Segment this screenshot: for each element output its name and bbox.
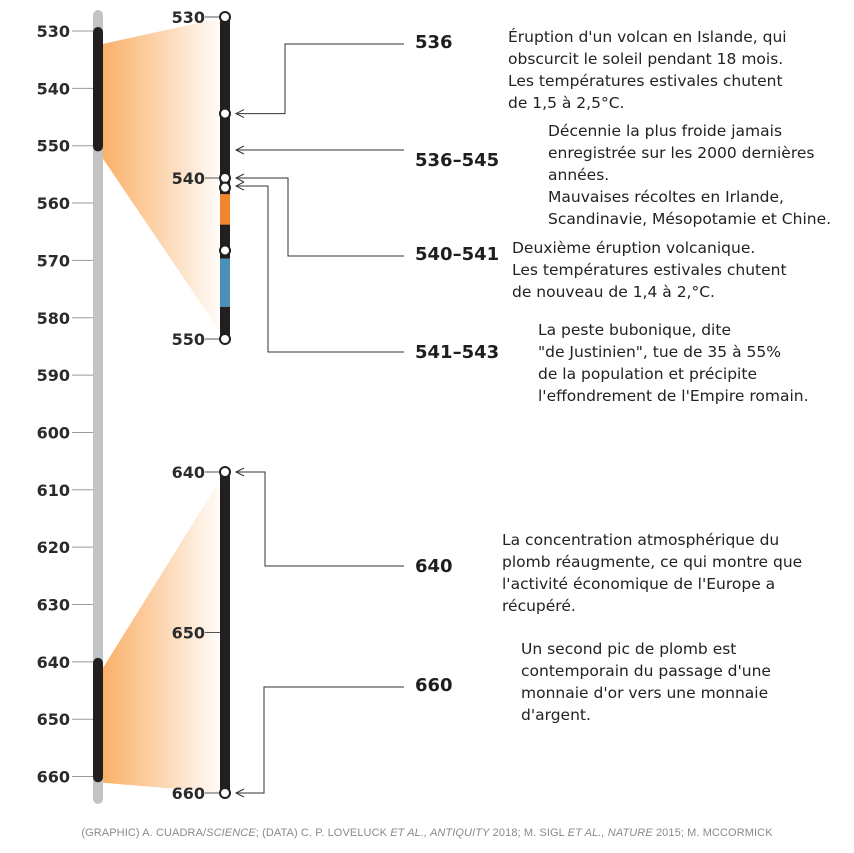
- detail-tick-label: 540: [171, 169, 205, 188]
- marker-circle: [220, 183, 230, 193]
- credit-part: 2015; M. MCCORMICK: [652, 827, 773, 839]
- marker-circle: [220, 245, 230, 255]
- credit-line: [0, 827, 854, 839]
- marker-circle: [220, 334, 230, 344]
- event-year-label: 540–541: [415, 244, 500, 265]
- event-description: Un second pic de plomb est contemporain du passage d'une monnaie d'or vers une monnaie d'argent.: [521, 640, 771, 724]
- overview-tick-label: 610: [36, 480, 70, 500]
- orange-segment: [220, 194, 230, 225]
- detail-segment: [220, 259, 230, 307]
- zoom-wedges: [98, 17, 225, 793]
- event-description: La peste bubonique, dite "de Justinien", tue de 35 à 55% de la population et précipite l'effondrement de l'Empire romain.: [538, 321, 809, 405]
- event-year-label: 536: [415, 32, 453, 53]
- overview-highlight: [93, 27, 103, 151]
- overview-axis: [37, 10, 103, 804]
- event-connectors: [236, 44, 404, 797]
- overview-tick-label: 580: [36, 308, 70, 328]
- marker-circle: [220, 12, 230, 22]
- credit-part: (GRAPHIC) A. CUADRA/: [81, 827, 207, 839]
- event-description: La concentration atmosphérique du plomb réaugmente, ce qui montre que l'activité économique de l'Europe a récupéré.: [502, 531, 803, 615]
- credit-part: ; (DATA) C. P. LOVELUCK: [255, 827, 391, 839]
- detail-tick-label: 550: [171, 330, 205, 349]
- marker-circle: [220, 788, 230, 798]
- overview-highlight: [93, 658, 103, 782]
- credit-part: ET AL., NATURE: [567, 827, 653, 839]
- event-year-label: 536–545: [415, 150, 500, 171]
- detail-tick-label: 640: [171, 463, 205, 482]
- credit-part: 2018; M. SIGL: [489, 827, 568, 839]
- overview-tick-label: 630: [36, 595, 70, 615]
- overview-tick-label: 550: [36, 136, 70, 156]
- overview-tick-label: 540: [36, 79, 70, 99]
- marker-circle: [220, 173, 230, 183]
- overview-tick-label: 600: [36, 423, 70, 443]
- event-year-label: 660: [415, 675, 453, 696]
- marker-circle: [220, 109, 230, 119]
- detail-segment: [220, 472, 230, 793]
- connector-line: [237, 186, 404, 352]
- connector-line: [237, 472, 404, 566]
- event-description: Deuxième éruption volcanique. Les températures estivales chutent de nouveau de 1,4 à 2,°C.: [512, 239, 787, 301]
- connector-line: [237, 687, 404, 793]
- event-year-label: 541–543: [415, 342, 500, 363]
- event-description: Éruption d'un volcan en Islande, qui obscurcit le soleil pendant 18 mois. Les températures estivales chutent de 1,5 à 2,5°C.: [508, 28, 787, 112]
- connector-line: [237, 44, 404, 114]
- overview-tick-label: 650: [36, 710, 70, 730]
- overview-tick-label: 570: [36, 251, 70, 271]
- detail-tick-label: 660: [171, 784, 205, 803]
- connector-line: [237, 178, 404, 256]
- overview-tick-label: 530: [36, 22, 70, 41]
- detail-tick-label: 530: [171, 8, 205, 27]
- credit-part: ET AL., ANTIQUITY: [390, 827, 490, 839]
- event-description: Décennie la plus froide jamais enregistrée sur les 2000 dernières années. Mauvaises récoltes en Irlande, Scandinavie, Mésopotamie et Chine.: [548, 122, 832, 228]
- overview-tick-label: 660: [36, 767, 70, 787]
- marker-circle: [220, 467, 230, 477]
- overview-tick-label: 590: [36, 366, 70, 386]
- overview-tick-label: 640: [36, 652, 70, 672]
- overview-tick-label: 560: [36, 194, 70, 214]
- overview-tick-label: 620: [36, 538, 70, 558]
- event-year-label: 640: [415, 556, 453, 577]
- credit-part: SCIENCE: [206, 827, 256, 839]
- detail-tick-label: 650: [171, 623, 205, 643]
